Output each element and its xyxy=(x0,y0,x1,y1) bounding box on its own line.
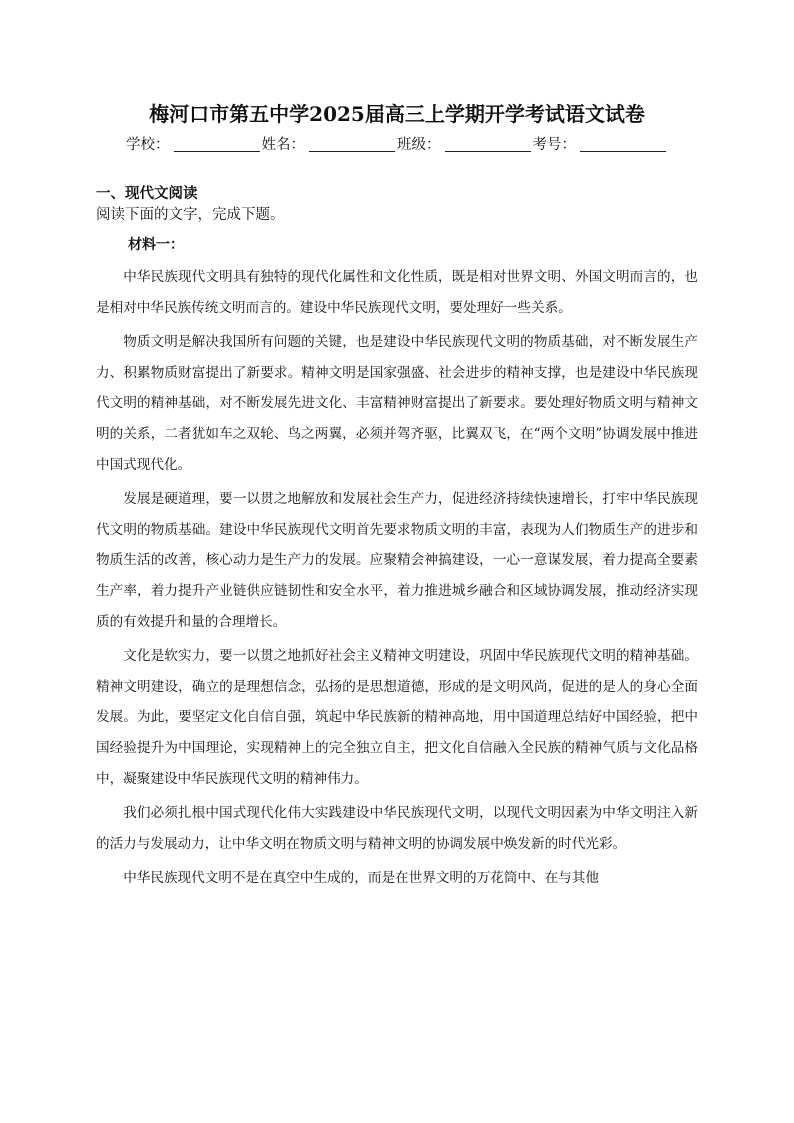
paragraph: 中华民族现代文明不是在真空中生成的，而是在世界文明的万花筒中、在与其他 xyxy=(123,870,599,887)
school-label: 学校： xyxy=(126,137,170,153)
exam-number-blank xyxy=(580,135,666,152)
paragraph: 发展是硬道理，要一以贯之地解放和发展社会生产力，促进经济持续快速增长，打牢中华民族现代文明的物质基础。建设中华民族现代文明首先要求物质文明的丰富，表现为人们物质生产的进步和物质生活的改善，核心动力是生产力的发展。应聚精会神搞建设，一心一意谋发展，着力提高全要素生产率，着力提升产业链供应链韧性和安全水平，着力推进城乡融合和区域协调发展，推动经济实现质的有效提升和量的合理增长。 xyxy=(96,491,698,630)
class-label: 班级： xyxy=(397,137,441,153)
paragraph: 文化是软实力，要一以贯之地抓好社会主义精神文明建设，巩固中华民族现代文明的精神基础。精神文明建设，确立的是理想信念，弘扬的是思想道德，形成的是文明风尚，促进的是人的身心全面发展。为此，要坚定文化自信自强，筑起中华民族新的精神高地，用中国道理总结好中国经验，把中国经验提升为中国理论，实现精神上的完全独立自主，把文化自信融入全民族的精神气质与文化品格中，凝聚建设中华民族现代文明的精神伟力。 xyxy=(96,648,698,787)
reading-instruction: 阅读下面的文字，完成下题。 xyxy=(96,207,285,223)
exam-title: 梅河口市第五中学2025届高三上学期开学考试语文试卷 xyxy=(149,102,645,126)
school-field xyxy=(126,134,262,156)
exam-number-label: 考号： xyxy=(532,137,576,153)
material-body xyxy=(96,262,698,894)
material-label: 材料一： xyxy=(128,237,184,253)
name-field xyxy=(262,134,398,156)
name-label: 姓名： xyxy=(261,137,305,153)
name-blank xyxy=(309,135,395,152)
student-info-row xyxy=(0,134,794,156)
paragraph: 我们必须扎根中国式现代化伟大实践建设中华民族现代文明，以现代文明因素为中华文明注入新的活力与发展动力，让中华文明在物质文明与精神文明的协调发展中焕发新的时代光彩。 xyxy=(96,805,698,852)
paragraph: 中华民族现代文明具有独特的现代化属性和文化性质，既是相对世界文明、外国文明而言的，也是相对中华民族传统文明而言的。建设中华民族现代文明，要处理好一些关系。 xyxy=(96,269,698,316)
class-field xyxy=(397,134,533,156)
paragraph: 物质文明是解决我国所有问题的关键，也是建设中华民族现代文明的物质基础，对不断发展生产力、积累物质财富提出了新要求。精神文明是国家强盛、社会进步的精神支撑，也是建设中华民族现代文明的精神基础，对不断发展先进文化、丰富精神财富提出了新要求。要处理好物质文明与精神文明的关系，二者犹如车之双轮、鸟之两翼，必须并驾齐驱，比翼双飞，在“两个文明”协调发展中推进中国式现代化。 xyxy=(96,334,698,473)
class-blank xyxy=(445,135,531,152)
section-heading: 一、现代文阅读 xyxy=(96,186,198,202)
school-blank xyxy=(174,135,260,152)
exam-number-field xyxy=(533,134,669,156)
